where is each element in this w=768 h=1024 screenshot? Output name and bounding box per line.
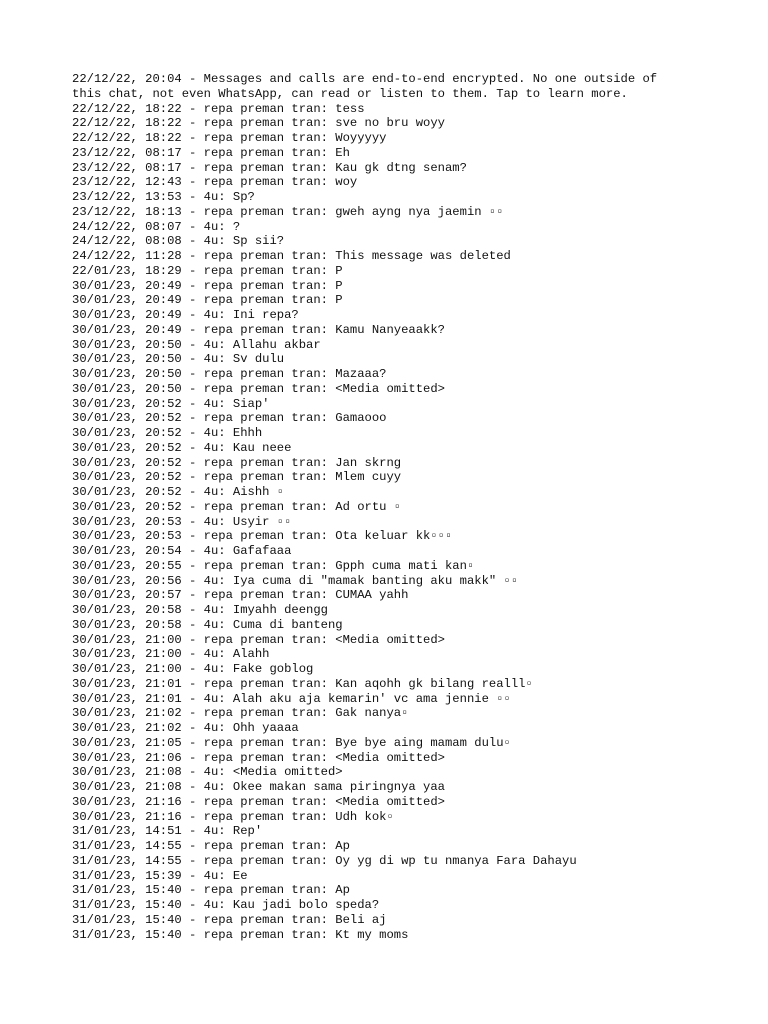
chat-line: 30/01/23, 20:49 - repa preman tran: P	[72, 278, 343, 293]
chat-line: 30/01/23, 20:53 - 4u: Usyir ▫▫	[72, 514, 292, 529]
chat-line: 30/01/23, 20:50 - repa preman tran: Mazaaa?	[72, 367, 387, 381]
chat-line: 31/01/23, 14:55 - repa preman tran: Oy yg di wp tu nmanya Fara Dahayu	[72, 853, 577, 868]
chat-line: 30/01/23, 20:50 - 4u: Allahu akbar	[72, 337, 321, 352]
chat-line: 30/01/23, 21:08 - 4u: <Media omitted>	[72, 765, 343, 780]
chat-line: 30/01/23, 20:54 - 4u: Gafafaaa	[72, 544, 292, 558]
chat-line: 30/01/23, 20:52 - repa preman tran: Mlem cuyy	[72, 470, 402, 485]
chat-line: 30/01/23, 21:01 - repa preman tran: Kan aqohh gk bilang realll▫	[72, 676, 533, 691]
chat-line: 22/12/22, 18:22 - repa preman tran: tess	[72, 101, 365, 116]
chat-line: 23/12/22, 13:53 - 4u: Sp?	[72, 190, 255, 204]
chat-line: 23/12/22, 08:17 - repa preman tran: Kau gk dtng senam?	[72, 160, 467, 175]
chat-line: 30/01/23, 20:56 - 4u: Iya cuma di "mamak banting aku makk" ▫▫	[72, 573, 519, 588]
chat-line: 30/01/23, 20:52 - 4u: Kau neee	[72, 440, 292, 455]
chat-line: 22/12/22, 20:04 - Messages and calls are end-to-end encrypted. No one outside of	[72, 72, 658, 86]
chat-line: 30/01/23, 21:05 - repa preman tran: Bye bye aing mamam dulu▫	[72, 735, 511, 750]
chat-line: 23/12/22, 18:13 - repa preman tran: gweh ayng nya jaemin ▫▫	[72, 204, 504, 219]
chat-line: 30/01/23, 21:16 - repa preman tran: Udh kok▫	[72, 809, 394, 824]
chat-line: 31/01/23, 15:40 - repa preman tran: Beli aj	[72, 912, 387, 927]
chat-line: 30/01/23, 20:55 - repa preman tran: Gpph cuma mati kan▫	[72, 558, 475, 573]
chat-line: 30/01/23, 20:52 - 4u: Siap'	[72, 396, 270, 411]
chat-line: 30/01/23, 21:00 - 4u: Fake goblog	[72, 662, 314, 676]
chat-line: 31/01/23, 14:51 - 4u: Rep'	[72, 824, 263, 839]
chat-line: 23/12/22, 12:43 - repa preman tran: woy	[72, 175, 358, 190]
chat-line: 30/01/23, 20:50 - 4u: Sv dulu	[72, 352, 285, 367]
chat-line: 22/01/23, 18:29 - repa preman tran: P	[72, 263, 343, 278]
chat-line: 30/01/23, 20:52 - repa preman tran: Ad ortu ▫	[72, 499, 402, 514]
chat-line: 30/01/23, 20:50 - repa preman tran: <Media omitted>	[72, 381, 445, 396]
chat-line: 24/12/22, 11:28 - repa preman tran: This message was deleted	[72, 249, 511, 263]
chat-line: 24/12/22, 08:07 - 4u: ?	[72, 219, 241, 234]
chat-line: 30/01/23, 21:06 - repa preman tran: <Media omitted>	[72, 750, 445, 765]
chat-line: this chat, not even WhatsApp, can read or listen to them. Tap to learn more.	[72, 86, 628, 101]
chat-line: 30/01/23, 20:52 - 4u: Ehhh	[72, 426, 263, 440]
chat-line: 30/01/23, 21:16 - repa preman tran: <Media omitted>	[72, 794, 445, 809]
chat-line: 22/12/22, 18:22 - repa preman tran: sve no bru woyy	[72, 116, 445, 131]
chat-line: 30/01/23, 20:58 - 4u: Cuma di banteng	[72, 617, 343, 632]
chat-line: 30/01/23, 20:52 - repa preman tran: Jan skrng	[72, 455, 402, 470]
chat-line: 30/01/23, 20:53 - repa preman tran: Ota keluar kk▫▫▫	[72, 529, 453, 544]
chat-line: 30/01/23, 20:49 - 4u: Ini repa?	[72, 308, 299, 322]
chat-line: 30/01/23, 21:02 - repa preman tran: Gak nanya▫	[72, 706, 409, 721]
chat-line: 31/01/23, 15:39 - 4u: Ee	[72, 868, 248, 883]
chat-line: 22/12/22, 18:22 - repa preman tran: Woyyyyy	[72, 131, 387, 145]
chat-line: 23/12/22, 08:17 - repa preman tran: Eh	[72, 145, 350, 160]
chat-line: 30/01/23, 20:57 - repa preman tran: CUMAA yahh	[72, 588, 409, 603]
chat-line: 30/01/23, 21:01 - 4u: Alah aku aja kemarin' vc ama jennie ▫▫	[72, 691, 511, 706]
chat-line: 31/01/23, 15:40 - repa preman tran: Ap	[72, 883, 350, 898]
chat-line: 31/01/23, 15:40 - 4u: Kau jadi bolo speda?	[72, 898, 380, 912]
chat-line: 30/01/23, 20:52 - 4u: Aishh ▫	[72, 485, 285, 499]
chat-line: 31/01/23, 15:40 - repa preman tran: Kt my moms	[72, 927, 409, 942]
chat-line: 30/01/23, 20:52 - repa preman tran: Gamaooo	[72, 411, 387, 426]
chat-export-text	[72, 72, 762, 942]
chat-line: 24/12/22, 08:08 - 4u: Sp sii?	[72, 234, 285, 249]
chat-line: 30/01/23, 21:08 - 4u: Okee makan sama piringnya yaa	[72, 780, 445, 794]
chat-line: 30/01/23, 20:49 - repa preman tran: Kamu Nanyeaakk?	[72, 322, 445, 337]
chat-line: 30/01/23, 21:00 - repa preman tran: <Media omitted>	[72, 632, 445, 647]
chat-line: 30/01/23, 21:02 - 4u: Ohh yaaaa	[72, 721, 299, 735]
chat-line: 30/01/23, 21:00 - 4u: Alahh	[72, 647, 270, 662]
chat-line: 30/01/23, 20:49 - repa preman tran: P	[72, 293, 343, 308]
chat-line: 30/01/23, 20:58 - 4u: Imyahh deengg	[72, 603, 328, 617]
chat-line: 31/01/23, 14:55 - repa preman tran: Ap	[72, 839, 350, 853]
